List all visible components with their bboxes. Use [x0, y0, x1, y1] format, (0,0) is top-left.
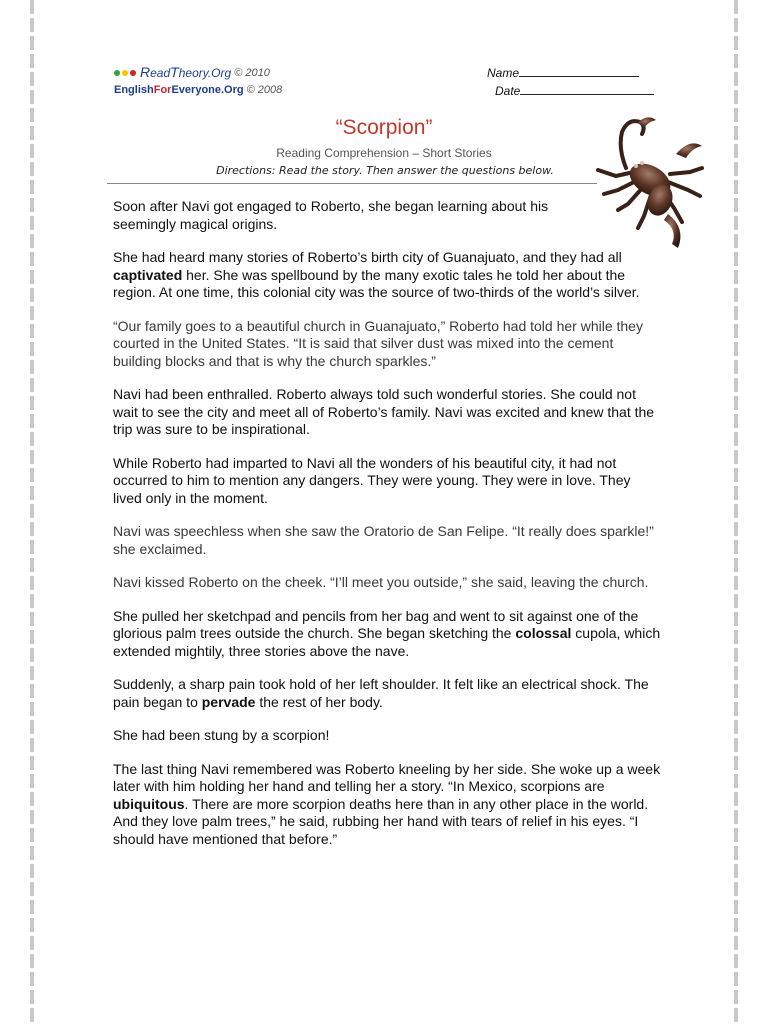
date-label: Date [495, 84, 521, 98]
story-paragraph-5: While Roberto had imparted to Navi all the wonders of his beautiful city, it had not occurred to him to mention any dangers. They were young. They were in love. They lived only in the moment. [113, 454, 631, 506]
page-edge-right [734, 0, 738, 1024]
green-dot-icon [114, 70, 120, 76]
story-paragraph-7: Navi kissed Roberto on the cheek. “I’ll meet you outside,” she said, leaving the church. [113, 574, 649, 590]
student-fields [487, 64, 654, 100]
yellow-dot-icon [122, 70, 128, 76]
vocab-word-pervade: pervade [201, 693, 256, 710]
englishforeveryone-copyright: © 2008 [246, 84, 283, 96]
story-paragraph-3: “Our family goes to a beautiful church in Guanajuato,” Roberto had told her while they courted in the United States. “It is said that silver dust was mixed into the cement building blocks and that is why the church sparkles.” [113, 317, 643, 369]
story-title: “Scorpion” [335, 116, 433, 139]
story-paragraph-1: Soon after Navi got engaged to Roberto, she began learning about his seemingly magical origins. [113, 198, 549, 232]
brand-block [114, 64, 282, 99]
readtheory-logo-text: ReadTheory.Org [140, 64, 232, 80]
readtheory-brand [114, 64, 282, 82]
readtheory-copyright: © 2010 [234, 66, 270, 79]
story-paragraph-4: Navi had been enthralled. Roberto always told such wonderful stories. She could not wait to see the city and meet all of Roberto’s family. Navi was excited and knew that the trip was sure to be inspirational. [113, 386, 655, 437]
englishforeveryone-logo-text: EnglishForEveryone.Org [114, 84, 244, 96]
story-paragraph-8: She pulled her sketchpad and pencils from her bag and went to sit against one of the glorious palm trees outside the church. She began sketching the colossal cupola, which extended mightily, three stories above the nave. [113, 607, 661, 659]
story-paragraph-9: Suddenly, a sharp pain took hold of her left shoulder. It felt like an electrical shock. The pain began to pervade the rest of her body. [113, 676, 649, 710]
story-subtitle: Reading Comprehension – Short Stories [276, 146, 492, 160]
story-paragraph-11: The last thing Navi remembered was Roberto kneeling by her side. She woke up a week later with him holding her hand and telling her a story. “In Mexico, scorpions are ubiquitous. There are more scorpion deaths here than in any other place in the world. And they love palm trees,” he said, rubbing her hand with tears of relief in his eyes. “I should have mentioned that before.” [113, 760, 661, 847]
story-paragraph-2: She had heard many stories of Roberto’s birth city of Guanajuato, and they had all captivated her. She was spellbound by the many exotic tales he told her about the region. At one time, this colonial city was the source of two-thirds of the world’s silver. [113, 249, 640, 300]
story-body [113, 198, 661, 864]
red-dot-icon [130, 70, 136, 76]
story-paragraph-6: Navi was speechless when she saw the Oratorio de San Felipe. “It really does sparkle!” she exclaimed. [113, 523, 654, 557]
name-field-row [487, 64, 654, 82]
header-divider [107, 183, 597, 184]
name-field-line[interactable] [519, 65, 639, 77]
vocab-word-ubiquitous: ubiquitous [113, 795, 185, 812]
page-edge-left [30, 0, 34, 1024]
vocab-word-colossal: colossal [515, 625, 572, 641]
date-field-row [487, 82, 654, 100]
directions-text: Directions: Read the story. Then answer the questions below. [216, 164, 554, 177]
name-label: Name [487, 66, 520, 80]
date-field-line[interactable] [520, 83, 654, 95]
story-paragraph-10: She had been stung by a scorpion! [113, 727, 330, 743]
englishforeveryone-brand [114, 82, 282, 99]
vocab-word-captivated: captivated [113, 266, 183, 283]
